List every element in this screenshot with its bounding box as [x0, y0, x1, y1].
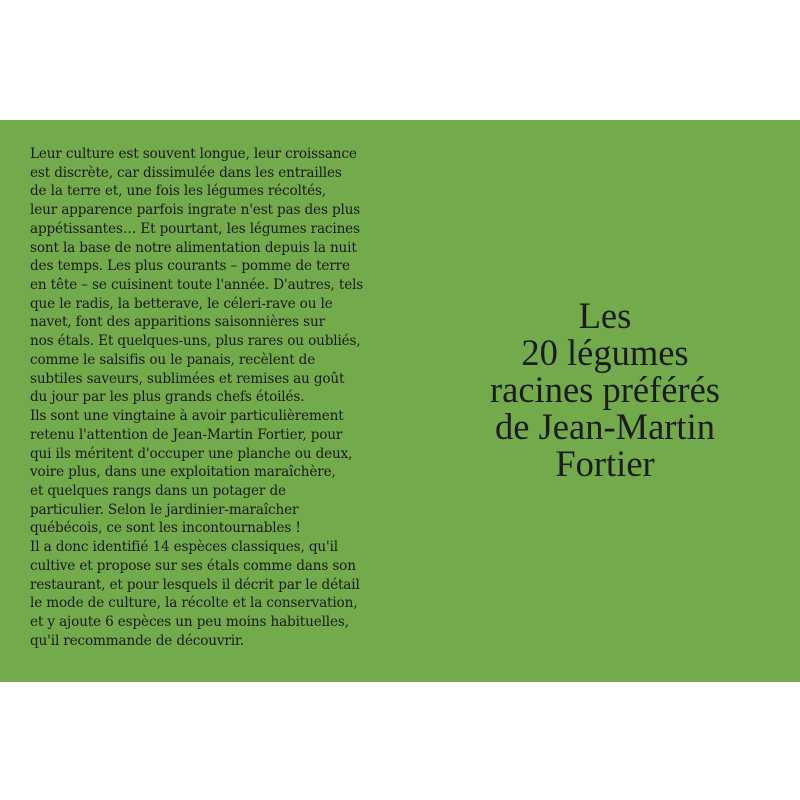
- text-line: Leur culture est souvent longue, leur croissance: [30, 146, 357, 162]
- text-line: voire plus, dans une exploitation maraîchère,: [30, 464, 336, 481]
- text-line: navet, font des apparitions saisonnières sur: [30, 314, 325, 331]
- title-line: Fortier: [555, 443, 655, 484]
- text-line: le mode de culture, la récolte et la conservation,: [30, 595, 358, 612]
- text-line: en tête – se cuisinent toute l'année. D'autres, tels: [30, 277, 364, 294]
- text-line: appétissantes… Et pourtant, les légumes racines: [30, 220, 360, 237]
- text-line: est discrète, car dissimulée dans les entrailles: [30, 164, 342, 181]
- book-spread: [0, 120, 800, 682]
- text-line: qu'il recommande de découvrir.: [30, 632, 244, 649]
- text-line: du jour par les plus grands chefs étoilés.: [30, 389, 305, 406]
- text-line: sont la base de notre alimentation depuis la nuit: [30, 239, 357, 256]
- title-line: Les: [578, 295, 632, 336]
- text-line: comme le salsifis ou le panais, recèlent de: [30, 351, 316, 368]
- text-line: Il a donc identifié 14 espèces classiques, qu'il: [30, 539, 338, 556]
- text-line: des temps. Les plus courants – pomme de terre: [30, 258, 350, 275]
- text-line: retenu l'attention de Jean-Martin Fortier, pour: [30, 426, 343, 443]
- text-line: leur apparence parfois ingrate n'est pas des plus: [30, 202, 361, 219]
- title-line: 20 légumes: [521, 332, 689, 373]
- title-line: de Jean-Martin: [495, 406, 715, 447]
- title-line: racines préférés: [490, 369, 720, 410]
- text-line: et quelques rangs dans un potager de: [30, 482, 286, 499]
- text-line: nos étals. Et quelques-uns, plus rares ou oubliés,: [30, 333, 361, 350]
- intro-text: [30, 145, 390, 650]
- text-line: cultive et propose sur ses étals comme dans son: [30, 557, 356, 574]
- text-line: de la terre et, une fois les légumes récoltés,: [30, 183, 326, 200]
- text-line: québécois, ce sont les incontournables !: [30, 520, 301, 537]
- text-line: restaurant, et pour lesquels il décrit par le détail: [30, 576, 360, 593]
- text-line: qui ils méritent d'occuper une planche ou deux,: [30, 445, 353, 462]
- text-line: que le radis, la betterave, le céleri-rave ou le: [30, 295, 333, 312]
- text-line: et y ajoute 6 espèces un peu moins habituelles,: [30, 613, 349, 630]
- text-line: particulier. Selon le jardinier-maraîcher: [30, 501, 299, 518]
- text-line: Ils sont une vingtaine à avoir particulièrement: [30, 408, 344, 425]
- text-line: subtiles saveurs, sublimées et remises au goût: [30, 370, 345, 387]
- book-title: [420, 297, 790, 482]
